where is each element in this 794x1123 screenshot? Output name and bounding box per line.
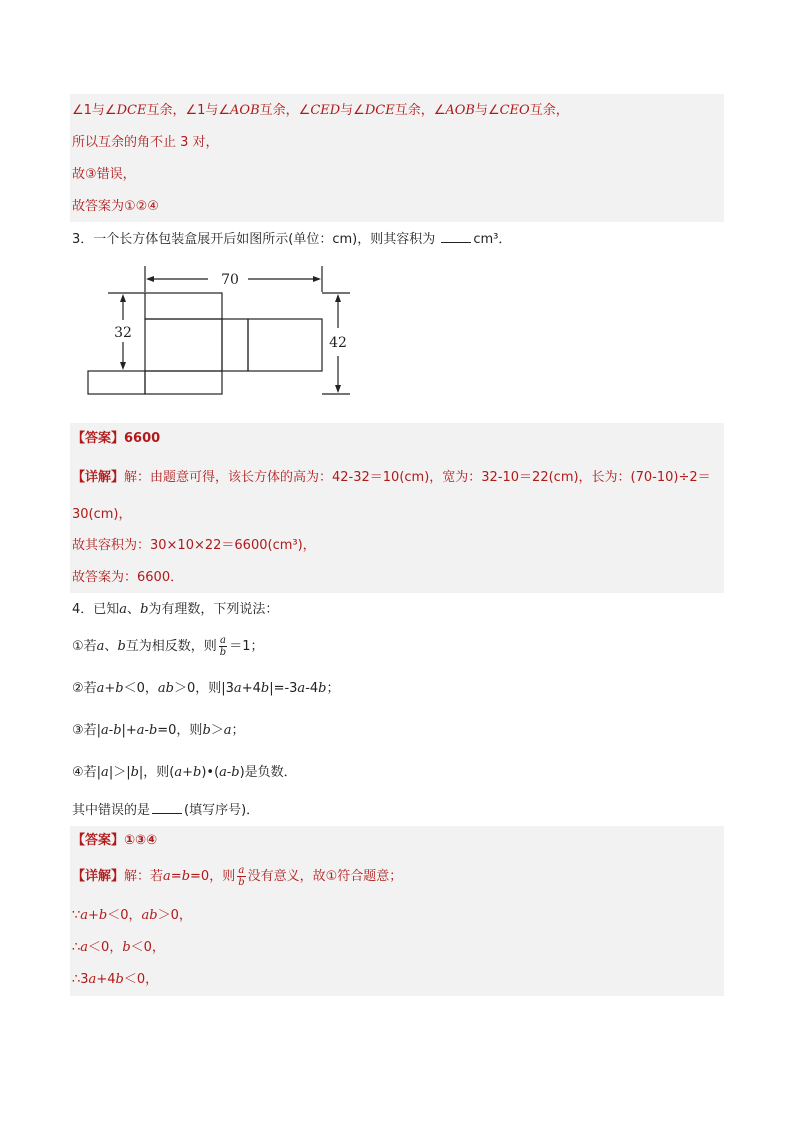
question-4: 4．已知a、b为有理数，下列说法： [72, 602, 279, 617]
fraction-a-over-b: $\frac{a}{b}$ [238, 865, 245, 888]
question-4-ask: 其中错误的是 (填写序号)． [72, 800, 259, 821]
detail-q4-2: ∵a+b＜0，ab＞0， [72, 908, 192, 923]
statement-3: ③若|a-b|+a-b=0，则b＞a； [72, 723, 245, 738]
dim-right-label: 42 [329, 335, 347, 351]
box-net-diagram [80, 262, 370, 402]
solution-line-3: 故③错误， [72, 167, 136, 182]
detail-q4-1: 【详解】解：若a=b=0，则 $\frac{a}{b}$ 没有意义，故①符合题意； [72, 865, 403, 888]
detail-q3-2: 30(cm)， [72, 507, 132, 522]
answer-blank [441, 229, 471, 243]
detail-q3-4: 故答案为：6600． [72, 570, 184, 585]
answer-q4: 【答案】①③④ [72, 833, 158, 848]
detail-q4-4: ∴3a+4b＜0， [72, 972, 159, 987]
detail-q4-3: ∴a＜0，b＜0， [72, 940, 165, 955]
dim-top-label: 70 [221, 272, 239, 288]
statement-2: ②若a+b＜0，ab＞0，则|3a+4b|=-3a-4b； [72, 681, 340, 696]
answer-blank [152, 800, 182, 814]
fraction-a-over-b: $\frac{a}{b}$ [219, 635, 227, 658]
answer-q3: 【答案】6600 [72, 431, 161, 446]
solution-line-2: 所以互余的角不止 3 对， [72, 135, 219, 150]
question-3: 3．一个长方体包装盒展开后如图所示(单位：cm)，则其容积为 cm³． [72, 229, 511, 250]
detail-q3-3: 故其容积为：30×10×22＝6600(cm³)， [72, 538, 316, 553]
statement-4: ④若|a|＞|b|，则(a+b)•(a-b)是负数． [72, 765, 297, 780]
solution-line-4: 故答案为①②④ [72, 199, 159, 214]
detail-q3-1: 【详解】解：由题意可得，该长方体的高为：42-32＝10(cm)，宽为：32-10＝22(cm)，长为：(70-10)÷2＝ [72, 470, 711, 485]
statement-1: ①若a、b互为相反数，则 $\frac{a}{b}$ ＝1； [72, 635, 264, 658]
dim-left-label: 32 [114, 325, 132, 341]
solution-line-1: ∠1与∠DCE互余，∠1与∠AOB互余，∠CED与∠DCE互余，∠AOB与∠CEO互余， [72, 103, 569, 118]
